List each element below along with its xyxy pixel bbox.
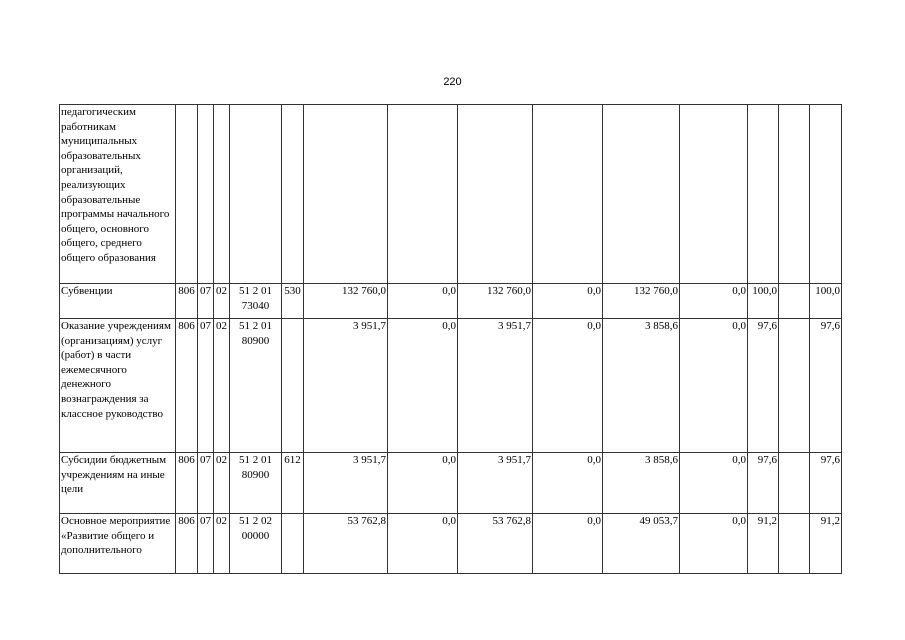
value-cell-3: 132 760,0 — [458, 284, 533, 319]
row-name-cell: Оказание учреждениям (организациям) услуг (работ) в части ежемесячного денежного вознаграждения за классное руководство — [60, 319, 176, 453]
value-cell-3: 3 951,7 — [458, 453, 533, 514]
value-cell-5 — [603, 105, 680, 284]
value-cell-5: 49 053,7 — [603, 514, 680, 574]
value-cell-2: 0,0 — [388, 514, 458, 574]
glava-cell: 806 — [176, 514, 198, 574]
percent-cell-3: 91,2 — [810, 514, 842, 574]
pr-cell: 02 — [214, 284, 230, 319]
value-cell-1 — [304, 105, 388, 284]
value-cell-1: 132 760,0 — [304, 284, 388, 319]
value-cell-1: 3 951,7 — [304, 319, 388, 453]
csr-cell — [230, 105, 282, 284]
percent-cell-1: 97,6 — [748, 453, 779, 514]
value-cell-2: 0,0 — [388, 453, 458, 514]
vr-cell: 612 — [282, 453, 304, 514]
percent-cell-1: 91,2 — [748, 514, 779, 574]
percent-cell-1: 100,0 — [748, 284, 779, 319]
percent-cell-3: 97,6 — [810, 453, 842, 514]
value-cell-4: 0,0 — [533, 319, 603, 453]
percent-cell-3: 97,6 — [810, 319, 842, 453]
glava-cell — [176, 105, 198, 284]
glava-cell: 806 — [176, 284, 198, 319]
value-cell-4 — [533, 105, 603, 284]
value-cell-6: 0,0 — [680, 453, 748, 514]
value-cell-4: 0,0 — [533, 514, 603, 574]
percent-cell-1: 97,6 — [748, 319, 779, 453]
csr-cell: 51 2 01 73040 — [230, 284, 282, 319]
table-row — [60, 453, 842, 514]
page-number: 220 — [443, 76, 462, 88]
csr-cell: 51 2 01 80900 — [230, 319, 282, 453]
row-name-cell: Основное мероприятие «Развитие общего и дополнительного — [60, 514, 176, 574]
value-cell-2: 0,0 — [388, 319, 458, 453]
value-cell-6: 0,0 — [680, 284, 748, 319]
budget-table — [59, 104, 842, 574]
value-cell-4: 0,0 — [533, 284, 603, 319]
value-cell-3 — [458, 105, 533, 284]
vr-cell — [282, 105, 304, 284]
value-cell-6: 0,0 — [680, 514, 748, 574]
percent-cell-2 — [779, 319, 810, 453]
percent-cell-1 — [748, 105, 779, 284]
csr-cell: 51 2 01 80900 — [230, 453, 282, 514]
pr-cell: 02 — [214, 453, 230, 514]
pr-cell: 02 — [214, 514, 230, 574]
value-cell-3: 3 951,7 — [458, 319, 533, 453]
percent-cell-2 — [779, 284, 810, 319]
vr-cell: 530 — [282, 284, 304, 319]
csr-cell: 51 2 02 00000 — [230, 514, 282, 574]
pr-cell — [214, 105, 230, 284]
rz-cell: 07 — [198, 319, 214, 453]
percent-cell-3 — [810, 105, 842, 284]
vr-cell — [282, 514, 304, 574]
rz-cell: 07 — [198, 453, 214, 514]
table-row — [60, 105, 842, 284]
table-row — [60, 284, 842, 319]
value-cell-5: 132 760,0 — [603, 284, 680, 319]
pr-cell: 02 — [214, 319, 230, 453]
value-cell-1: 3 951,7 — [304, 453, 388, 514]
value-cell-6: 0,0 — [680, 319, 748, 453]
glava-cell: 806 — [176, 319, 198, 453]
vr-cell — [282, 319, 304, 453]
percent-cell-2 — [779, 453, 810, 514]
percent-cell-2 — [779, 514, 810, 574]
rz-cell: 07 — [198, 284, 214, 319]
value-cell-5: 3 858,6 — [603, 319, 680, 453]
table-row — [60, 514, 842, 574]
value-cell-5: 3 858,6 — [603, 453, 680, 514]
percent-cell-2 — [779, 105, 810, 284]
row-name-cell: педагогическим работникам муниципальных образовательных организаций, реализующих образовательные программы начального общего, основного общего, среднего общего образования — [60, 105, 176, 284]
value-cell-1: 53 762,8 — [304, 514, 388, 574]
value-cell-4: 0,0 — [533, 453, 603, 514]
value-cell-3: 53 762,8 — [458, 514, 533, 574]
rz-cell: 07 — [198, 514, 214, 574]
row-name-cell: Субсидии бюджетным учреждениям на иные цели — [60, 453, 176, 514]
value-cell-2 — [388, 105, 458, 284]
glava-cell: 806 — [176, 453, 198, 514]
row-name-cell: Субвенции — [60, 284, 176, 319]
table-row — [60, 319, 842, 453]
value-cell-2: 0,0 — [388, 284, 458, 319]
percent-cell-3: 100,0 — [810, 284, 842, 319]
rz-cell — [198, 105, 214, 284]
value-cell-6 — [680, 105, 748, 284]
